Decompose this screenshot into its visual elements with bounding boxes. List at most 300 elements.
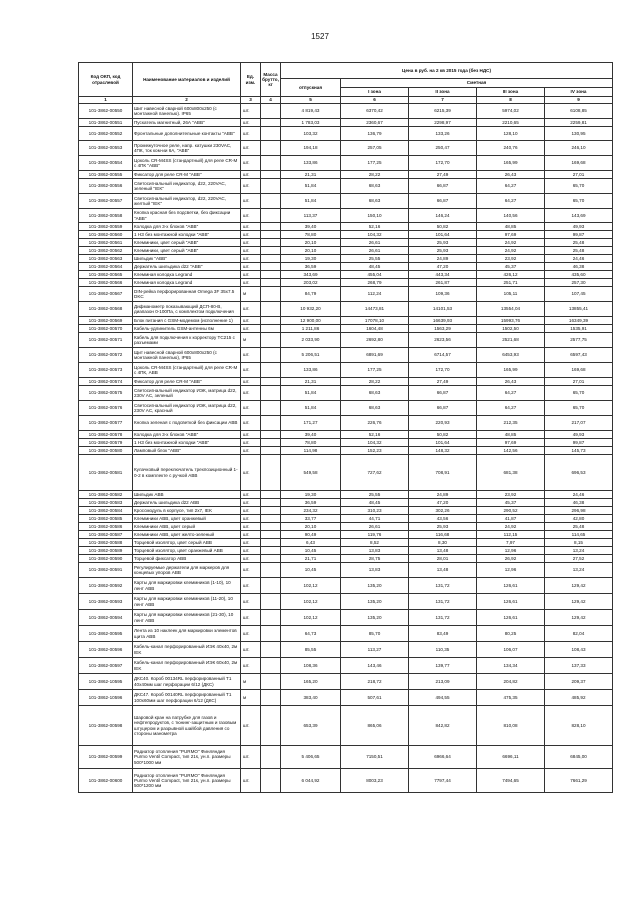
row-mass (261, 507, 281, 515)
row-zone-2-price: 28,01 (409, 555, 477, 563)
row-name: Кнопка зеленая с подсветкой без фиксации АВВ (133, 416, 241, 431)
row-mass (261, 104, 281, 119)
row-otpusk-price: 20,10 (281, 239, 341, 247)
row-mass (261, 610, 281, 626)
row-unit: шт. (241, 302, 261, 317)
table-row (79, 127, 613, 141)
row-mass (261, 531, 281, 539)
zone-1-header: I зона (341, 88, 409, 97)
row-zone-4-price: 129,42 (545, 578, 613, 594)
row-zone-3-price: 810,08 (477, 706, 545, 746)
table-row (79, 547, 613, 555)
row-mass (261, 431, 281, 439)
table-row (79, 263, 613, 271)
row-name: Дифманометр показывающий ДСП-80-В, диапазон 0-100Па, с комплектом подключения (133, 302, 241, 317)
row-otpusk-price: 1 211,86 (281, 325, 341, 333)
row-mass (261, 594, 281, 610)
row-zone-4-price: 49,93 (545, 431, 613, 439)
col-index: 7 (409, 97, 477, 104)
row-zone-1-price: 177,25 (341, 363, 409, 378)
row-mass (261, 491, 281, 499)
row-zone-3-price: 5974,02 (477, 104, 545, 119)
table-row (79, 317, 613, 325)
row-zone-1-price: 28,75 (341, 555, 409, 563)
row-zone-1-price: 865,06 (341, 706, 409, 746)
row-zone-2-price: 708,91 (409, 455, 477, 491)
row-unit: шт. (241, 127, 261, 141)
row-zone-1-price: 25,55 (341, 255, 409, 263)
table-row (79, 499, 613, 507)
row-otpusk-price: 133,86 (281, 156, 341, 171)
row-name: Держатель шильдика d22 АВВ (133, 499, 241, 507)
row-name: Лента из 10 наклеек для маркировки элементов щита АВВ (133, 626, 241, 642)
row-zone-3-price: 240,76 (477, 141, 545, 156)
row-zone-2-price: 148,32 (409, 447, 477, 455)
row-name: Колодка для 3-х блоков "АВВ" (133, 223, 241, 231)
row-zone-2-price: 139,77 (409, 658, 477, 674)
row-otpusk-price: 171,27 (281, 416, 341, 431)
row-mass (261, 690, 281, 706)
row-unit: шт. (241, 348, 261, 363)
row-zone-2-price: 50,82 (409, 223, 477, 231)
row-name: Торцевой изолятор, цвет оранжевый АВВ (133, 547, 241, 555)
row-zone-2-price: 66,87 (409, 179, 477, 194)
row-name: Фронтальные дополнительные контакты "АВВ" (133, 127, 241, 141)
row-zone-3-price: 64,27 (477, 194, 545, 209)
row-code: 101-3862-00594 (79, 610, 133, 626)
table-row (79, 247, 613, 255)
row-otpusk-price: 51,84 (281, 194, 341, 209)
table-row (79, 769, 613, 793)
row-zone-1-price: 85,70 (341, 626, 409, 642)
row-zone-4-price: 7661,29 (545, 769, 613, 793)
row-unit: шт. (241, 119, 261, 127)
row-zone-4-price: 42,80 (545, 515, 613, 523)
row-zone-3-price: 48,85 (477, 431, 545, 439)
row-otpusk-price: 19,30 (281, 255, 341, 263)
row-mass (261, 658, 281, 674)
row-zone-4-price: 108,43 (545, 642, 613, 658)
row-zone-3-price: 26,43 (477, 378, 545, 386)
row-zone-3-price: 24,92 (477, 523, 545, 531)
row-zone-2-price: 8,30 (409, 539, 477, 547)
row-zone-1-price: 143,46 (341, 658, 409, 674)
row-name: Колодка для 3-х блоков "АВВ" (133, 431, 241, 439)
row-name: Светосигнальный индикатор ИЭК, матрица d22, 230V AC, зеленый (133, 386, 241, 401)
row-mass (261, 271, 281, 279)
row-unit: шт. (241, 491, 261, 499)
row-zone-1-price: 26,61 (341, 239, 409, 247)
row-zone-4-price: 107,45 (545, 287, 613, 302)
row-mass (261, 626, 281, 642)
row-name: Шаровой кран на патрубке для газов и нефтепродуктов, с тюнинг-защитным и газовым штуцером и разрывной шайбой давления со стороны манометра (133, 706, 241, 746)
row-name: Фиксатор для реле CR-M "АВВ" (133, 378, 241, 386)
row-code: 101-3862-00572 (79, 348, 133, 363)
table-row (79, 531, 613, 539)
row-zone-4-price: 49,93 (545, 223, 613, 231)
row-mass (261, 455, 281, 491)
row-zone-4-price: 169,68 (545, 363, 613, 378)
row-zone-1-price: 48,45 (341, 263, 409, 271)
row-zone-2-price: 220,93 (409, 416, 477, 431)
row-otpusk-price: 343,69 (281, 271, 341, 279)
table-row (79, 594, 613, 610)
row-zone-3-price: 134,34 (477, 658, 545, 674)
row-zone-1-price: 28,22 (341, 171, 409, 179)
row-unit: шт. (241, 563, 261, 578)
row-otpusk-price: 78,80 (281, 231, 341, 239)
row-otpusk-price: 4 819,43 (281, 104, 341, 119)
row-unit: шт. (241, 555, 261, 563)
row-zone-3-price: 1502,50 (477, 325, 545, 333)
row-zone-3-price: 140,56 (477, 209, 545, 223)
row-zone-1-price: 68,63 (341, 179, 409, 194)
row-code: 101-3862-00576 (79, 401, 133, 416)
row-code: 101-3862-00563 (79, 255, 133, 263)
row-zone-3-price: 7494,65 (477, 769, 545, 793)
row-unit: шт. (241, 231, 261, 239)
row-name: ДКС40. Короб 00134RL перфорированный Т1 40x40мм шаг перфорации 6/12 (ДКС) (133, 674, 241, 690)
row-code: 101-3862-00568 (79, 302, 133, 317)
row-zone-4-price: 99,87 (545, 231, 613, 239)
row-zone-1-price: 257,05 (341, 141, 409, 156)
row-zone-2-price: 27,49 (409, 378, 477, 386)
row-zone-4-price: 6845,00 (545, 746, 613, 769)
row-otpusk-price: 20,10 (281, 247, 341, 255)
row-code: 101-3862-00551 (79, 119, 133, 127)
row-name: ДКС47. Короб 00140RL перфорированный Т1 100x60мм шаг перфорации 6/12 (ДКС) (133, 690, 241, 706)
row-otpusk-price: 36,59 (281, 499, 341, 507)
row-zone-3-price: 106,07 (477, 642, 545, 658)
row-zone-1-price: 8,52 (341, 539, 409, 547)
row-otpusk-price: 203,02 (281, 279, 341, 287)
row-zone-1-price: 26,61 (341, 247, 409, 255)
row-code: 101-3862-00600 (79, 769, 133, 793)
row-zone-1-price: 52,16 (341, 223, 409, 231)
table-row (79, 563, 613, 578)
row-name: Клеммная колодка Legrand (133, 271, 241, 279)
row-mass (261, 378, 281, 386)
row-name: Кабель-канал перфорированный ИЭК 40x40, 2м IEK (133, 642, 241, 658)
row-zone-3-price: 2210,65 (477, 119, 545, 127)
row-zone-1-price: 135,20 (341, 578, 409, 594)
row-zone-3-price: 126,61 (477, 610, 545, 626)
row-mass (261, 674, 281, 690)
table-row (79, 431, 613, 439)
row-mass (261, 401, 281, 416)
row-zone-2-price: 14101,53 (409, 302, 477, 317)
row-name: Щит навесной сварной 600x800x250 (с монтажной панелью), IP65 (133, 348, 241, 363)
row-zone-4-price: 2259,81 (545, 119, 613, 127)
table-row (79, 239, 613, 247)
row-zone-2-price: 213,09 (409, 674, 477, 690)
row-code: 101-3862-00588 (79, 539, 133, 547)
row-zone-2-price: 24,89 (409, 491, 477, 499)
row-otpusk-price: 383,40 (281, 690, 341, 706)
row-unit: шт. (241, 171, 261, 179)
row-otpusk-price: 21,31 (281, 378, 341, 386)
row-name: Кабель для подключения к корректору TC215 с разъемами (133, 333, 241, 348)
row-zone-4-price: 257,30 (545, 279, 613, 287)
row-code: 101-3862-00574 (79, 378, 133, 386)
row-zone-4-price: 169,68 (545, 156, 613, 171)
row-code: 101-3862-00597 (79, 658, 133, 674)
row-zone-1-price: 52,16 (341, 431, 409, 439)
row-code: 101-3862-00589 (79, 547, 133, 555)
row-zone-4-price: 435,60 (545, 271, 613, 279)
col-index: 6 (341, 97, 409, 104)
row-unit: шт. (241, 626, 261, 642)
row-otpusk-price: 6,43 (281, 539, 341, 547)
row-mass (261, 539, 281, 547)
row-zone-3-price: 26,92 (477, 555, 545, 563)
row-otpusk-price: 20,10 (281, 523, 341, 531)
row-mass (261, 439, 281, 447)
row-otpusk-price: 114,98 (281, 447, 341, 455)
row-unit: шт. (241, 499, 261, 507)
table-row (79, 287, 613, 302)
row-zone-3-price: 80,25 (477, 626, 545, 642)
row-mass (261, 156, 281, 171)
row-otpusk-price: 113,37 (281, 209, 341, 223)
row-unit: шт. (241, 179, 261, 194)
row-zone-2-price: 494,55 (409, 690, 477, 706)
table-row (79, 325, 613, 333)
row-otpusk-price: 108,36 (281, 658, 341, 674)
row-otpusk-price: 1 783,03 (281, 119, 341, 127)
row-zone-1-price: 150,10 (341, 209, 409, 223)
row-zone-4-price: 99,87 (545, 439, 613, 447)
row-unit: шт. (241, 279, 261, 287)
row-unit: шт. (241, 104, 261, 119)
row-otpusk-price: 33,77 (281, 515, 341, 523)
row-otpusk-price: 10,45 (281, 547, 341, 555)
row-name: Кулачковый переключатель трехпозиционный 1-0-2 в комплекте с ручкой АВВ (133, 455, 241, 491)
row-otpusk-price: 102,12 (281, 610, 341, 626)
table-row (79, 194, 613, 209)
table-row (79, 447, 613, 455)
table-row (79, 348, 613, 363)
row-unit: шт. (241, 706, 261, 746)
row-name: Кабель-канал перфорированный ИЭК 60x40, 2м IEK (133, 658, 241, 674)
row-zone-3-price: 45,37 (477, 499, 545, 507)
col-index: 5 (281, 97, 341, 104)
row-otpusk-price: 21,71 (281, 555, 341, 563)
col-index: 4 (261, 97, 281, 104)
row-name: Регулируемые держатели для маркеров для концевых упоров АВВ (133, 563, 241, 578)
row-name: Клеммники АВВ, цвет желто-зеленый (133, 531, 241, 539)
row-zone-2-price: 116,68 (409, 531, 477, 539)
row-unit: шт. (241, 455, 261, 491)
row-mass (261, 563, 281, 578)
row-zone-1-price: 218,72 (341, 674, 409, 690)
row-otpusk-price: 133,86 (281, 363, 341, 378)
row-otpusk-price: 2 033,90 (281, 333, 341, 348)
zone-4-header: IV зона (545, 88, 613, 97)
row-zone-4-price: 696,53 (545, 455, 613, 491)
row-mass (261, 578, 281, 594)
row-zone-1-price: 26,61 (341, 523, 409, 531)
row-zone-2-price: 66,87 (409, 401, 477, 416)
row-name: Шильдик АВВ (133, 491, 241, 499)
row-zone-3-price: 165,99 (477, 363, 545, 378)
row-unit: шт. (241, 447, 261, 455)
row-code: 101-3862-00558 (79, 209, 133, 223)
row-zone-4-price: 25,48 (545, 523, 613, 531)
row-mass (261, 141, 281, 156)
table-header (79, 63, 613, 104)
row-zone-3-price: 97,69 (477, 231, 545, 239)
row-unit: шт. (241, 594, 261, 610)
table-row (79, 141, 613, 156)
row-zone-4-price: 1535,91 (545, 325, 613, 333)
row-zone-4-price: 65,70 (545, 401, 613, 416)
row-unit: шт. (241, 507, 261, 515)
row-code: 101-3862-10595 (79, 674, 133, 690)
row-zone-4-price: 828,10 (545, 706, 613, 746)
row-zone-1-price: 135,20 (341, 594, 409, 610)
table-row (79, 333, 613, 348)
row-zone-2-price: 66,87 (409, 386, 477, 401)
row-zone-4-price: 65,70 (545, 194, 613, 209)
row-zone-1-price: 25,55 (341, 491, 409, 499)
row-mass (261, 179, 281, 194)
row-mass (261, 515, 281, 523)
row-zone-3-price: 24,92 (477, 247, 545, 255)
table-row (79, 674, 613, 690)
row-otpusk-price: 234,32 (281, 507, 341, 515)
row-code: 101-3862-00587 (79, 531, 133, 539)
row-zone-3-price: 475,35 (477, 690, 545, 706)
row-otpusk-price: 78,80 (281, 439, 341, 447)
row-zone-3-price: 204,82 (477, 674, 545, 690)
row-unit: шт. (241, 247, 261, 255)
row-mass (261, 348, 281, 363)
table-row (79, 223, 613, 231)
row-zone-2-price: 25,93 (409, 239, 477, 247)
row-zone-1-price: 14473,81 (341, 302, 409, 317)
row-zone-3-price: 41,87 (477, 515, 545, 523)
table-row (79, 378, 613, 386)
row-zone-3-price: 13554,04 (477, 302, 545, 317)
row-zone-3-price: 23,92 (477, 255, 545, 263)
row-zone-3-price: 24,92 (477, 239, 545, 247)
row-zone-2-price: 24,89 (409, 255, 477, 263)
table-row (79, 642, 613, 658)
row-unit: шт. (241, 194, 261, 209)
row-zone-4-price: 65,70 (545, 179, 613, 194)
table-row (79, 690, 613, 706)
row-zone-4-price: 82,04 (545, 626, 613, 642)
row-zone-1-price: 13,83 (341, 547, 409, 555)
row-zone-2-price: 133,26 (409, 127, 477, 141)
row-name: Цоколь CR-M4SS (стандартный) для реле CR-M с 4ПК, АВВ (133, 363, 241, 378)
row-mass (261, 706, 281, 746)
row-zone-2-price: 6714,57 (409, 348, 477, 363)
row-code: 101-3862-00573 (79, 363, 133, 378)
row-zone-1-price: 68,63 (341, 386, 409, 401)
row-zone-3-price: 142,56 (477, 447, 545, 455)
row-zone-3-price: 212,35 (477, 416, 545, 431)
row-mass (261, 194, 281, 209)
row-zone-1-price: 2692,80 (341, 333, 409, 348)
row-zone-4-price: 27,01 (545, 378, 613, 386)
table-row (79, 416, 613, 431)
row-otpusk-price: 90,49 (281, 531, 341, 539)
row-zone-2-price: 25,93 (409, 523, 477, 531)
row-mass (261, 209, 281, 223)
row-zone-2-price: 6215,39 (409, 104, 477, 119)
row-zone-2-price: 250,47 (409, 141, 477, 156)
table-row (79, 231, 613, 239)
row-code: 101-3862-00582 (79, 491, 133, 499)
row-zone-3-price: 2521,68 (477, 333, 545, 348)
row-zone-4-price: 46,38 (545, 263, 613, 271)
row-zone-3-price: 112,15 (477, 531, 545, 539)
row-zone-2-price: 172,70 (409, 156, 477, 171)
row-unit: шт. (241, 325, 261, 333)
row-name: Карты для маркировки клеммников (11-20), 10 лент АВВ (133, 594, 241, 610)
row-name: Торцевой фиксатор АВВ (133, 555, 241, 563)
row-unit: шт. (241, 317, 261, 325)
row-zone-2-price: 27,49 (409, 171, 477, 179)
row-code: 101-3862-00554 (79, 156, 133, 171)
row-zone-4-price: 13,24 (545, 547, 613, 555)
row-zone-2-price: 43,56 (409, 515, 477, 523)
row-otpusk-price: 36,59 (281, 263, 341, 271)
row-zone-4-price: 143,69 (545, 209, 613, 223)
row-zone-2-price: 101,64 (409, 439, 477, 447)
row-zone-2-price: 66,87 (409, 194, 477, 209)
row-zone-3-price: 6696,11 (477, 746, 545, 769)
row-zone-2-price: 842,82 (409, 706, 477, 746)
row-zone-3-price: 251,71 (477, 279, 545, 287)
row-zone-4-price: 27,52 (545, 555, 613, 563)
row-zone-4-price: 25,48 (545, 247, 613, 255)
row-unit: шт. (241, 156, 261, 171)
row-unit: шт. (241, 401, 261, 416)
row-code: 101-3862-00560 (79, 231, 133, 239)
row-zone-3-price: 105,11 (477, 287, 545, 302)
table-row (79, 179, 613, 194)
page-number: 1527 (311, 32, 329, 41)
row-code: 101-3862-00598 (79, 706, 133, 746)
row-zone-3-price: 165,99 (477, 156, 545, 171)
row-mass (261, 547, 281, 555)
row-mass (261, 325, 281, 333)
row-zone-2-price: 110,35 (409, 642, 477, 658)
row-zone-2-price: 109,36 (409, 287, 477, 302)
row-zone-3-price: 64,27 (477, 179, 545, 194)
col-index: 8 (477, 97, 545, 104)
row-zone-1-price: 7150,51 (341, 746, 409, 769)
row-mass (261, 447, 281, 455)
row-otpusk-price: 102,12 (281, 594, 341, 610)
row-unit: шт. (241, 539, 261, 547)
row-zone-3-price: 126,61 (477, 594, 545, 610)
row-zone-2-price: 146,24 (409, 209, 477, 223)
table-row (79, 746, 613, 769)
row-code: 101-3862-00585 (79, 515, 133, 523)
row-name: DIN-рейка перфорированная Omega 3F 35x7.5 DKC (133, 287, 241, 302)
row-zone-2-price: 47,20 (409, 263, 477, 271)
row-zone-1-price: 68,63 (341, 401, 409, 416)
table-row (79, 271, 613, 279)
row-code: 101-3862-00571 (79, 333, 133, 348)
row-mass (261, 302, 281, 317)
row-unit: шт. (241, 363, 261, 378)
row-zone-3-price: 128,10 (477, 127, 545, 141)
